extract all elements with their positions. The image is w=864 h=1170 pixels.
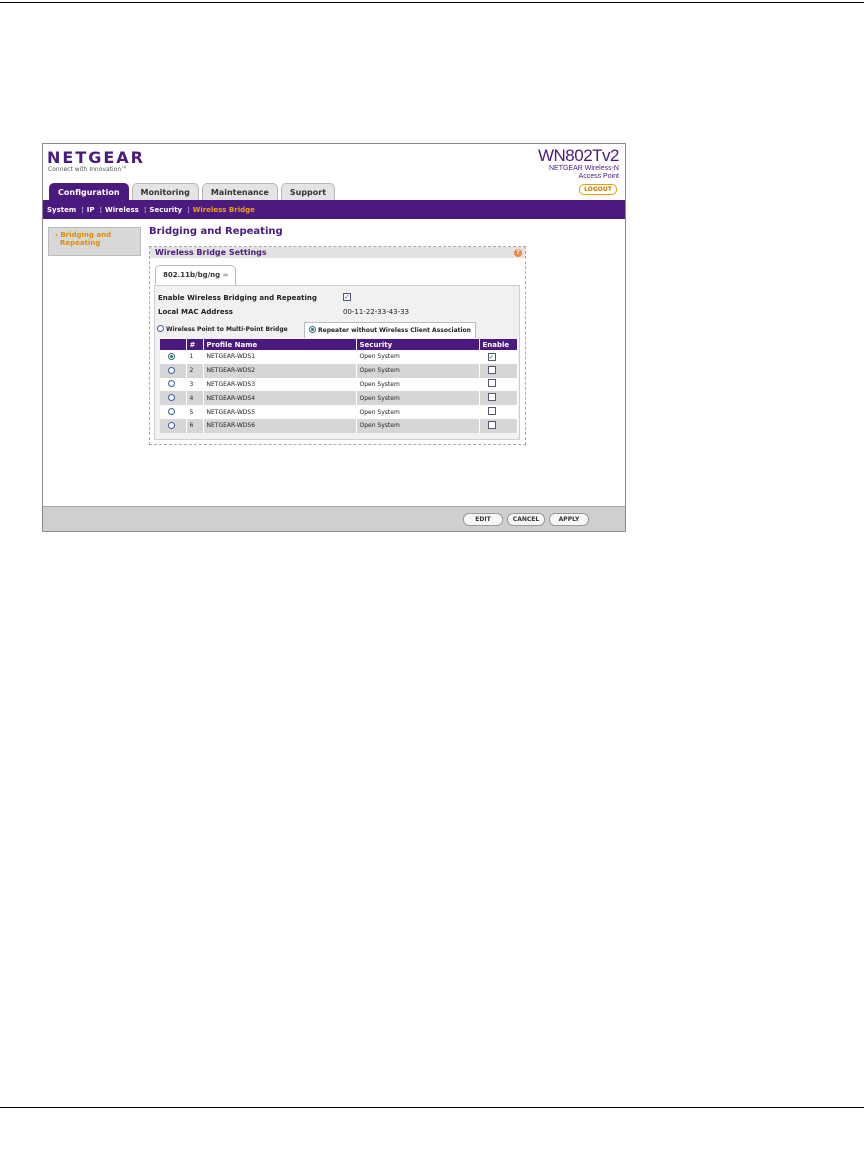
row-select-radio[interactable] <box>168 380 175 387</box>
row-enable-checkbox[interactable] <box>488 407 496 415</box>
mode-option-label: Repeater without Wireless Client Association <box>318 327 471 334</box>
edit-button[interactable]: EDIT <box>463 513 503 526</box>
wireless-bridge-settings-panel <box>149 246 526 445</box>
row-profile-name: NETGEAR-WDS3 <box>203 378 356 392</box>
table-row[interactable] <box>160 391 518 405</box>
panel-title: Wireless Bridge Settings <box>155 248 267 257</box>
row-profile-name: NETGEAR-WDS4 <box>203 391 356 405</box>
row-profile-name: NETGEAR-WDS5 <box>203 405 356 419</box>
row-security: Open System <box>356 364 479 378</box>
radio-tab-label: 802.11b/bg/ng <box>163 271 221 279</box>
row-security: Open System <box>356 350 479 364</box>
logout-button[interactable]: LOGOUT <box>579 184 617 195</box>
netgear-logo: NETGEAR <box>47 148 145 167</box>
row-number: 1 <box>186 350 203 364</box>
subnav-separator: ¦ <box>143 205 147 214</box>
mode-option-repeater[interactable] <box>304 322 476 338</box>
main-tabs <box>49 183 338 200</box>
tab-configuration[interactable]: Configuration <box>49 183 129 200</box>
table-row[interactable] <box>160 405 518 419</box>
table-row[interactable] <box>160 350 518 364</box>
action-bar <box>43 506 626 532</box>
row-security: Open System <box>356 405 479 419</box>
subnav-separator: ¦ <box>99 205 103 214</box>
row-number: 6 <box>186 419 203 433</box>
model-description <box>499 165 619 181</box>
column-header-profile-name: Profile Name <box>203 339 356 350</box>
row-profile-name: NETGEAR-WDS6 <box>203 419 356 433</box>
wifi-signal-icon: ≈ <box>222 271 229 279</box>
radio-button-selected[interactable] <box>309 326 316 333</box>
column-header-number: # <box>186 339 203 350</box>
local-mac-value: 00-11-22-33-43-33 <box>343 308 410 316</box>
row-security: Open System <box>356 391 479 405</box>
table-row[interactable] <box>160 419 518 433</box>
tab-monitoring[interactable]: Monitoring <box>132 183 199 200</box>
row-security: Open System <box>356 419 479 433</box>
row-number: 4 <box>186 391 203 405</box>
row-profile-name: NETGEAR-WDS2 <box>203 364 356 378</box>
row-select-radio[interactable] <box>168 408 175 415</box>
column-header-select <box>160 339 186 350</box>
bridge-mode-selector <box>155 322 521 338</box>
subnav-item-wireless[interactable]: Wireless <box>105 205 139 214</box>
table-header-row <box>160 339 518 350</box>
subnav-item-security[interactable]: Security <box>149 205 183 214</box>
row-select-radio[interactable] <box>168 394 175 401</box>
subnav-item-ip[interactable]: IP <box>86 205 95 214</box>
wds-profiles-table <box>160 339 518 433</box>
enable-bridging-checkbox[interactable]: ✓ <box>344 293 350 301</box>
radio-button[interactable] <box>157 325 164 332</box>
radio-tab-80211bgng[interactable] <box>155 265 236 285</box>
row-number: 3 <box>186 378 203 392</box>
row-enable-checkbox[interactable]: ✓ <box>488 352 495 361</box>
panel-header <box>150 247 525 258</box>
router-admin-window <box>42 143 626 532</box>
row-enable-checkbox[interactable] <box>488 366 496 374</box>
row-enable-checkbox[interactable] <box>488 379 496 387</box>
mode-option-label: Wireless Point to Multi-Point Bridge <box>166 326 288 333</box>
logo-tagline: Connect with Innovation™ <box>48 166 128 173</box>
row-enable-checkbox[interactable] <box>488 421 496 429</box>
model-description-line1: NETGEAR Wireless-N <box>548 165 619 172</box>
apply-button[interactable]: APPLY <box>549 513 589 526</box>
table-row[interactable] <box>160 378 518 392</box>
column-header-security: Security <box>356 339 479 350</box>
row-enable-checkbox[interactable] <box>488 393 496 401</box>
row-profile-name: NETGEAR-WDS1 <box>203 350 356 364</box>
model-name: WN802Tv2 <box>537 146 619 165</box>
document-bottom-rule <box>0 1107 864 1108</box>
subnav-separator: ¦ <box>81 205 84 214</box>
row-select-radio[interactable] <box>168 367 175 374</box>
sub-navigation <box>43 200 626 219</box>
row-number: 2 <box>186 364 203 378</box>
row-security: Open System <box>356 378 479 392</box>
help-icon[interactable]: ? <box>514 249 522 257</box>
model-description-line2: Access Point <box>578 173 619 180</box>
table-row[interactable] <box>160 364 518 378</box>
mode-option-point-to-multipoint[interactable] <box>157 322 288 338</box>
sidebar-item-label-line2: Repeating <box>60 239 101 247</box>
sidebar-item-label-line1: › Bridging and <box>55 231 112 239</box>
local-mac-label: Local MAC Address <box>158 308 233 316</box>
cancel-button[interactable]: CANCEL <box>507 513 545 526</box>
page-title: Bridging and Repeating <box>149 226 283 237</box>
row-select-radio[interactable] <box>168 422 175 429</box>
row-select-radio[interactable] <box>168 353 175 360</box>
sidebar-item-bridging-and-repeating[interactable] <box>48 227 141 256</box>
subnav-item-system[interactable]: System <box>47 205 77 214</box>
subnav-item-wireless-bridge[interactable]: Wireless Bridge <box>192 205 255 214</box>
column-header-enable: Enable <box>479 339 518 350</box>
tab-support[interactable]: Support <box>281 183 335 200</box>
tab-maintenance[interactable]: Maintenance <box>202 183 278 200</box>
enable-bridging-label: Enable Wireless Bridging and Repeating <box>158 294 317 302</box>
row-number: 5 <box>186 405 203 419</box>
bridge-config-area <box>154 285 520 440</box>
subnav-separator: ¦ <box>187 205 190 214</box>
document-top-rule <box>0 2 864 3</box>
